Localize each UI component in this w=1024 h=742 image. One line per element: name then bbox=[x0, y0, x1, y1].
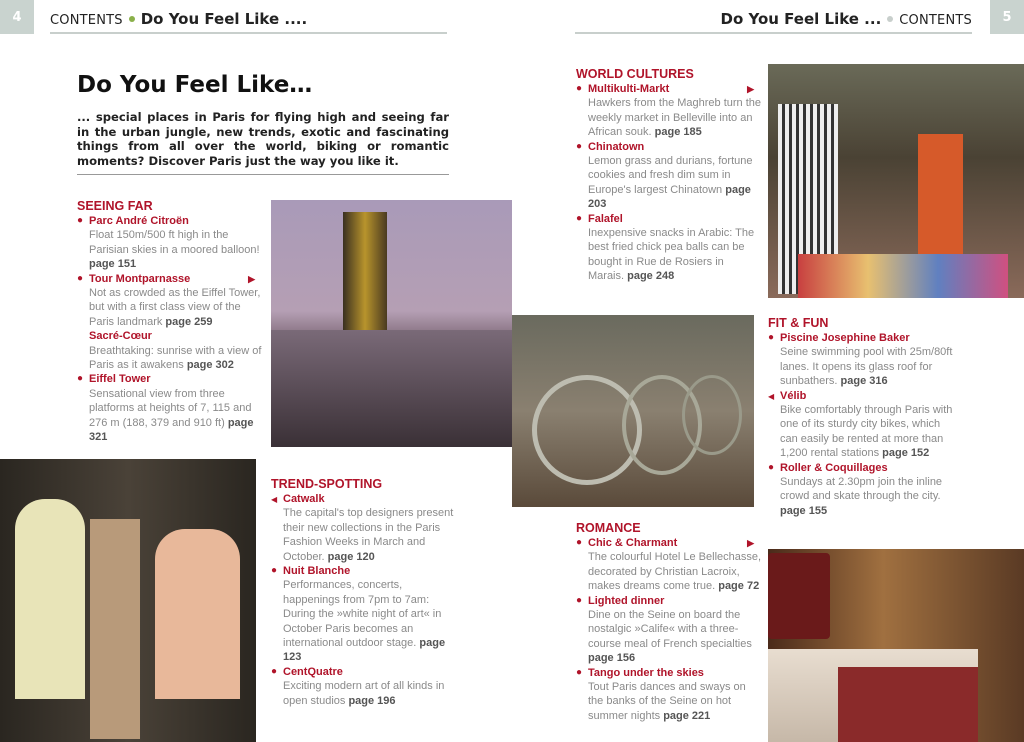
page-number-right: 5 bbox=[990, 0, 1024, 34]
photo-velib-bikes bbox=[512, 315, 754, 507]
header-section: CONTENTS bbox=[50, 13, 123, 28]
list-item bbox=[77, 372, 263, 444]
intro-rule bbox=[77, 174, 449, 175]
running-header-left bbox=[50, 10, 307, 28]
header-rule bbox=[50, 32, 447, 34]
photo-hotel-room bbox=[768, 549, 1024, 742]
page-number-left: 4 bbox=[0, 0, 34, 34]
item-description: Float 150m/500 ft high in the Parisian skies in a moored balloon! page 151 bbox=[89, 229, 260, 271]
page-reference: page 152 bbox=[882, 447, 930, 460]
photo-catwalk bbox=[0, 459, 256, 742]
list-item bbox=[576, 536, 762, 594]
section-heading: TREND-SPOTTING bbox=[271, 477, 383, 491]
list-item bbox=[576, 666, 762, 724]
bullet-icon: ● bbox=[576, 666, 583, 678]
triangle-left-icon: ◀ bbox=[271, 495, 278, 504]
section-trend-spotting bbox=[271, 476, 457, 708]
bullet-icon: ● bbox=[576, 83, 583, 94]
item-title: Parc André Citroën bbox=[89, 215, 189, 227]
list-item bbox=[576, 140, 762, 212]
bullet-icon: ● bbox=[576, 140, 583, 152]
page-reference: page 120 bbox=[327, 550, 375, 563]
item-title: Multikulti-Markt ▶ bbox=[588, 83, 754, 95]
item-title: Nuit Blanche bbox=[283, 565, 351, 578]
item-title: Sacré-Cœur bbox=[89, 330, 152, 343]
page-title: Do You Feel Like… bbox=[77, 72, 313, 98]
item-title: Lighted dinner bbox=[588, 594, 665, 607]
bullet-icon: ● bbox=[768, 332, 775, 343]
item-description: The capital's top designers present their new collections in the Paris Fashion Weeks in March and October. page 120 bbox=[283, 507, 454, 563]
intro-text: ... special places in Paris for flying high and seeing far in the urban jungle, new trends, exotic and fascinating things from all over the world, biking or romantic moments? Discover Paris just the way you like it. bbox=[77, 110, 449, 169]
page-reference: page 123 bbox=[283, 637, 446, 664]
page-reference: page 221 bbox=[663, 709, 711, 722]
item-title: Tango under the skies bbox=[588, 666, 704, 679]
bullet-icon: ● bbox=[77, 215, 84, 226]
item-description: The colourful Hotel Le Bellechasse, decorated by Christian Lacroix, makes dreams come true. page 72 bbox=[588, 551, 762, 593]
page-reference: page 155 bbox=[780, 504, 828, 517]
item-title: Chinatown bbox=[588, 140, 645, 153]
bullet-icon: ● bbox=[576, 212, 583, 224]
list-item bbox=[77, 329, 263, 372]
bullet-icon: ● bbox=[77, 373, 84, 385]
item-title: Chic & Charmant ▶ bbox=[588, 537, 754, 549]
list-item bbox=[77, 214, 263, 272]
item-description: Bike comfortably through Paris with one of its sturdy city bikes, which can easily be rented at more than 1,200 rental stations page 152 bbox=[780, 404, 953, 460]
section-heading: ROMANCE bbox=[576, 521, 641, 535]
item-description: Performances, concerts, happenings from 7pm to 7am: During the »white night of art« in October Paris becomes an international outdoor stage. page 123 bbox=[283, 579, 446, 664]
running-header-right bbox=[721, 10, 973, 28]
bullet-icon: ● bbox=[576, 537, 583, 548]
list-item bbox=[271, 492, 457, 564]
item-title: Tour Montparnasse ▶ bbox=[89, 272, 255, 285]
section-heading: WORLD CULTURES bbox=[576, 67, 694, 81]
list-item bbox=[576, 212, 762, 284]
page-reference: page 259 bbox=[165, 315, 213, 328]
list-item bbox=[271, 665, 457, 708]
section-world-cultures bbox=[576, 66, 762, 284]
page-reference: page 151 bbox=[89, 258, 137, 271]
page-reference: page 156 bbox=[588, 652, 636, 665]
bullet-icon: ● bbox=[77, 272, 84, 284]
item-description: Seine swimming pool with 25m/80ft lanes. It opens its glass roof for sunbathers. page 316 bbox=[780, 346, 953, 388]
triangle-right-icon: ▶ bbox=[747, 538, 754, 548]
triangle-right-icon: ▶ bbox=[248, 273, 255, 284]
dot-icon bbox=[887, 16, 893, 22]
item-title: Vélib bbox=[780, 389, 807, 402]
bullet-icon: ● bbox=[768, 461, 775, 473]
page-reference: page 316 bbox=[840, 375, 888, 388]
page-reference: page 203 bbox=[588, 183, 751, 211]
header-rule bbox=[575, 32, 972, 34]
list-item bbox=[576, 82, 762, 140]
page-reference: page 196 bbox=[348, 694, 396, 707]
header-section: CONTENTS bbox=[899, 13, 972, 28]
list-item bbox=[77, 272, 263, 330]
item-description: Lemon grass and durians, fortune cookies and fresh dim sum in Europe's largest Chinatown page 203 bbox=[588, 155, 753, 211]
page-reference: page 72 bbox=[718, 580, 760, 593]
list-item bbox=[768, 331, 954, 389]
list-item bbox=[768, 389, 954, 461]
section-seeing-far bbox=[77, 198, 263, 445]
item-description: Not as crowded as the Eiffel Tower, but with a first class view of the Paris landmark page 259 bbox=[89, 287, 261, 328]
item-title: Eiffel Tower bbox=[89, 373, 151, 386]
page-reference: page 248 bbox=[627, 270, 675, 283]
triangle-left-icon: ◀ bbox=[768, 391, 775, 401]
list-item bbox=[576, 594, 762, 666]
dot-icon bbox=[129, 16, 135, 22]
item-title: Piscine Josephine Baker bbox=[780, 332, 910, 344]
list-item bbox=[768, 461, 954, 519]
bullet-icon: ● bbox=[576, 594, 583, 606]
page-reference: page 185 bbox=[654, 126, 702, 139]
item-description: Dine on the Seine on board the nostalgic »Calife« with a three-course meal of French specialties page 156 bbox=[588, 609, 752, 665]
bullet-icon: ● bbox=[271, 565, 278, 577]
section-heading: SEEING FAR bbox=[77, 199, 153, 213]
item-description: Exciting modern art of all kinds in open studios page 196 bbox=[283, 680, 445, 707]
item-description: Breathtaking: sunrise with a view of Paris as it awakens page 302 bbox=[89, 344, 262, 372]
item-title: Falafel bbox=[588, 212, 623, 225]
item-description: Sundays at 2.30pm join the inline crowd and skate through the city. page 155 bbox=[780, 476, 943, 517]
section-fit-fun bbox=[768, 315, 954, 518]
header-title: Do You Feel Like .... bbox=[140, 10, 308, 28]
triangle-right-icon: ▶ bbox=[747, 84, 754, 94]
item-description: Inexpensive snacks in Arabic: The best fried chick pea balls can be bought in Rue de Rosiers in Marais. page 248 bbox=[588, 227, 755, 283]
bullet-icon: ● bbox=[271, 665, 278, 677]
item-title: CentQuatre bbox=[283, 665, 343, 678]
item-description: Sensational view from three platforms at heights of 7, 115 and 276 m (188, 379 and 910 ft) page 321 bbox=[89, 387, 254, 444]
page-reference: page 321 bbox=[89, 416, 254, 444]
list-item bbox=[271, 564, 457, 665]
header-title: Do You Feel Like ... bbox=[720, 10, 882, 28]
section-heading: FIT & FUN bbox=[768, 316, 829, 330]
item-description: Hawkers from the Maghreb turn the weekly market in Belleville into an African souk. page 185 bbox=[588, 97, 762, 139]
section-romance bbox=[576, 520, 762, 723]
photo-tour-montparnasse bbox=[271, 200, 512, 447]
page-reference: page 302 bbox=[186, 359, 234, 372]
photo-market bbox=[768, 64, 1024, 298]
item-title: Roller & Coquillages bbox=[780, 461, 888, 474]
item-title: Catwalk bbox=[283, 493, 325, 505]
item-description: Tout Paris dances and sways on the banks of the Seine on hot summer nights page 221 bbox=[588, 681, 746, 722]
